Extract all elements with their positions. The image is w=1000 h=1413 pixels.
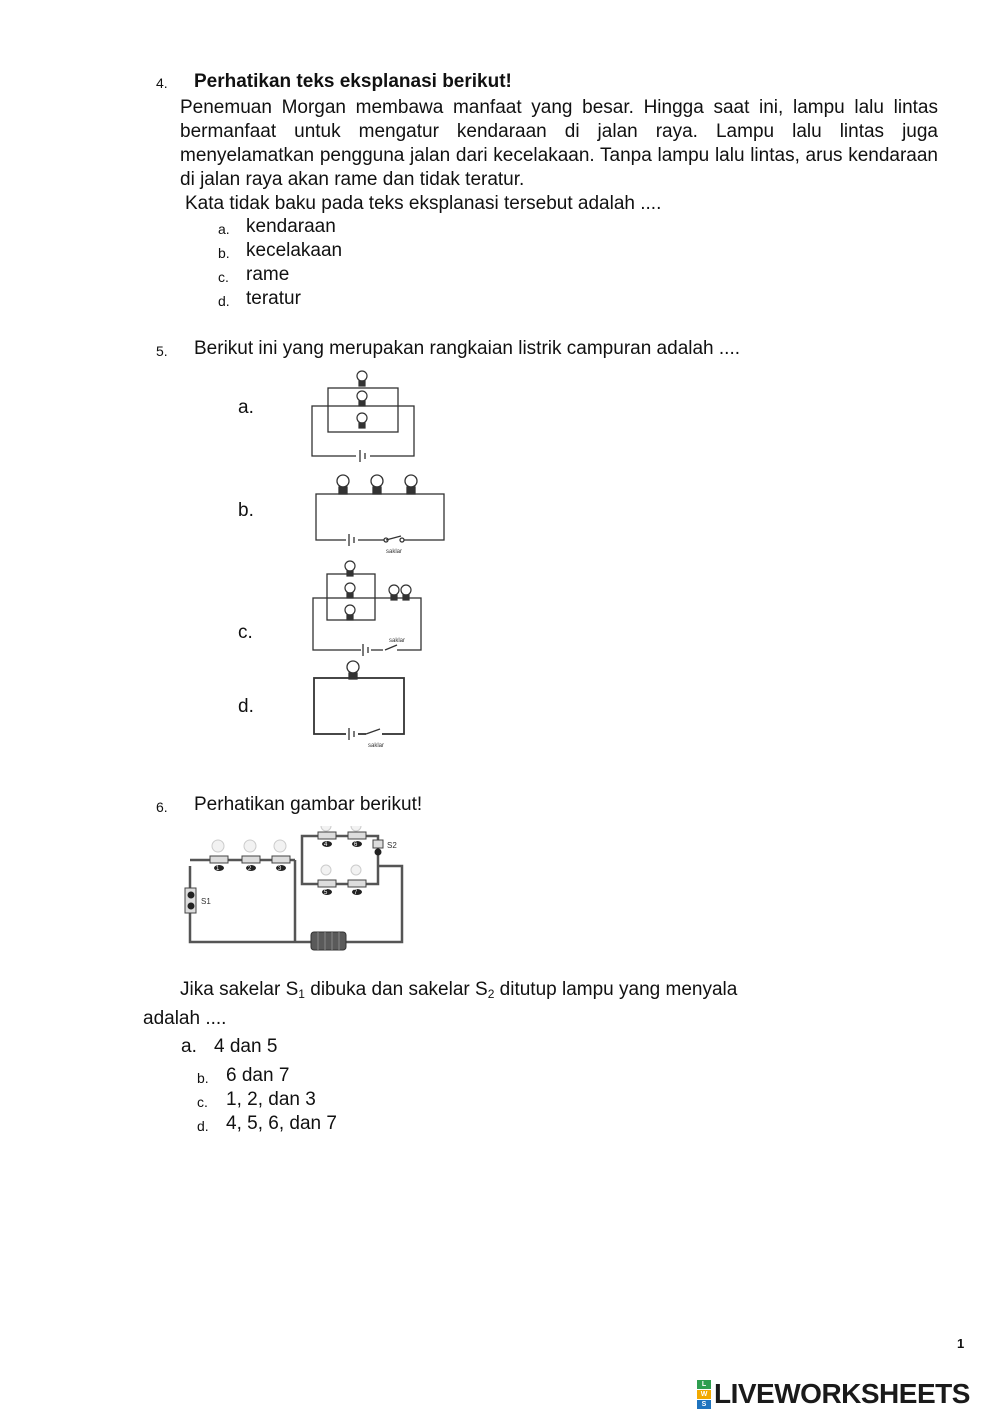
- lamp-4: [318, 826, 336, 848]
- circuit-b-switch-label: saklar: [386, 549, 403, 555]
- circuit-c-switch-label: saklar: [389, 638, 406, 644]
- circuit-d-switch-label: saklar: [368, 743, 385, 749]
- svg-text:1: 1: [216, 866, 220, 872]
- q5-option-b-letter[interactable]: b.: [238, 500, 254, 521]
- lamp-icon: [345, 605, 355, 620]
- q6-option-d-text[interactable]: 4, 5, 6, dan 7: [226, 1113, 337, 1134]
- svg-text:3: 3: [278, 866, 282, 872]
- lamp-icon: [405, 475, 417, 494]
- q5-option-a-letter[interactable]: a.: [238, 397, 254, 418]
- question-5-prompt: Berikut ini yang merupakan rangkaian listrik campuran adalah ....: [194, 338, 741, 359]
- lamp-6: [348, 826, 366, 848]
- question-4-heading: Perhatikan teks eksplanasi berikut!: [194, 71, 512, 92]
- svg-text:4: 4: [324, 842, 328, 848]
- circuit-b-diagram[interactable]: [306, 470, 451, 555]
- lamp-icon: [389, 585, 399, 600]
- q6-option-a-letter: a.: [181, 1036, 197, 1057]
- question-6-prompt-line1: Jika sakelar $S_1$ dibuka dan sakelar $S_2$ ditutup lampu yang menyala: [180, 979, 738, 1001]
- lamp-icon: [371, 475, 383, 494]
- q6-option-c-text[interactable]: 1, 2, dan 3: [226, 1089, 316, 1110]
- lamp-icon: [357, 391, 367, 406]
- lamp-3: [272, 840, 290, 872]
- liveworksheets-logo: [697, 1378, 970, 1410]
- q4-option-a-text[interactable]: kendaraan: [246, 216, 336, 237]
- circuit-c-diagram[interactable]: [305, 558, 430, 656]
- q4-option-d-letter: d.: [218, 293, 230, 309]
- svg-text:6: 6: [354, 842, 358, 848]
- logo-text: LIVEWORKSHEETS: [714, 1378, 970, 1409]
- q4-option-a-letter: a.: [218, 221, 230, 237]
- switch-s1: [185, 888, 211, 913]
- question-6-heading: Perhatikan gambar berikut!: [194, 794, 423, 815]
- svg-text:7: 7: [354, 890, 358, 896]
- question-4-paragraph: Penemuan Morgan membawa manfaat yang besar. Hingga saat ini, lampu lalu lintas bermanfaat untuk mengatur kendaraan di jalan raya. Lampu lalu lintas juga menyelamatkan pengguna jalan dari kecelakaan. Tanpa lampu lalu lintas, arus kendaraan di jalan raya akan rame dan tidak teratur.: [180, 97, 938, 190]
- lamp-5: [318, 865, 336, 896]
- lamp-icon: [357, 371, 367, 386]
- question-4-prompt: Kata tidak baku pada teks eksplanasi tersebut adalah ....: [185, 193, 662, 214]
- question-6-prompt-line2: adalah ....: [143, 1008, 227, 1029]
- q4-option-c-text[interactable]: rame: [246, 264, 290, 285]
- lamp-icon: [357, 413, 367, 428]
- question-5-number: 5.: [156, 343, 168, 359]
- lamp-icon: [347, 661, 359, 679]
- lamp-icon: [337, 475, 349, 494]
- q6-option-a-text[interactable]: 4 dan 5: [214, 1036, 278, 1057]
- circuit-d-diagram[interactable]: [306, 658, 411, 750]
- svg-text:5: 5: [324, 890, 328, 896]
- lamp-icon: [345, 583, 355, 598]
- page-number: 1: [957, 1336, 965, 1351]
- q5-option-d-letter[interactable]: d.: [238, 696, 254, 717]
- lamp-icon: [401, 585, 411, 600]
- battery-icon: [311, 932, 346, 950]
- svg-text:S2: S2: [387, 841, 397, 850]
- q4-option-b-text[interactable]: kecelakaan: [246, 240, 343, 261]
- q4-option-c-letter: c.: [218, 269, 229, 285]
- svg-text:2: 2: [248, 866, 252, 872]
- lamp-2: [242, 840, 260, 872]
- q6-option-b-letter: b.: [197, 1070, 209, 1086]
- q4-option-b-letter: b.: [218, 245, 230, 261]
- q6-option-d-letter: d.: [197, 1118, 209, 1134]
- circuit-a-diagram[interactable]: [300, 368, 425, 468]
- q5-option-c-letter[interactable]: c.: [238, 622, 253, 643]
- logo-mark-icon: L W S: [697, 1380, 711, 1409]
- svg-text:S1: S1: [201, 897, 211, 906]
- lamp-7: [348, 865, 366, 896]
- question-4-number: 4.: [156, 75, 168, 91]
- q6-option-b-text[interactable]: 6 dan 7: [226, 1065, 290, 1086]
- q4-option-d-text[interactable]: teratur: [246, 288, 301, 309]
- switch-s2: [373, 840, 397, 856]
- q6-option-c-letter: c.: [197, 1094, 208, 1110]
- question-6-number: 6.: [156, 799, 168, 815]
- lamp-icon: [345, 561, 355, 576]
- circuit-q6-diagram: [180, 826, 412, 954]
- lamp-1: [210, 840, 228, 872]
